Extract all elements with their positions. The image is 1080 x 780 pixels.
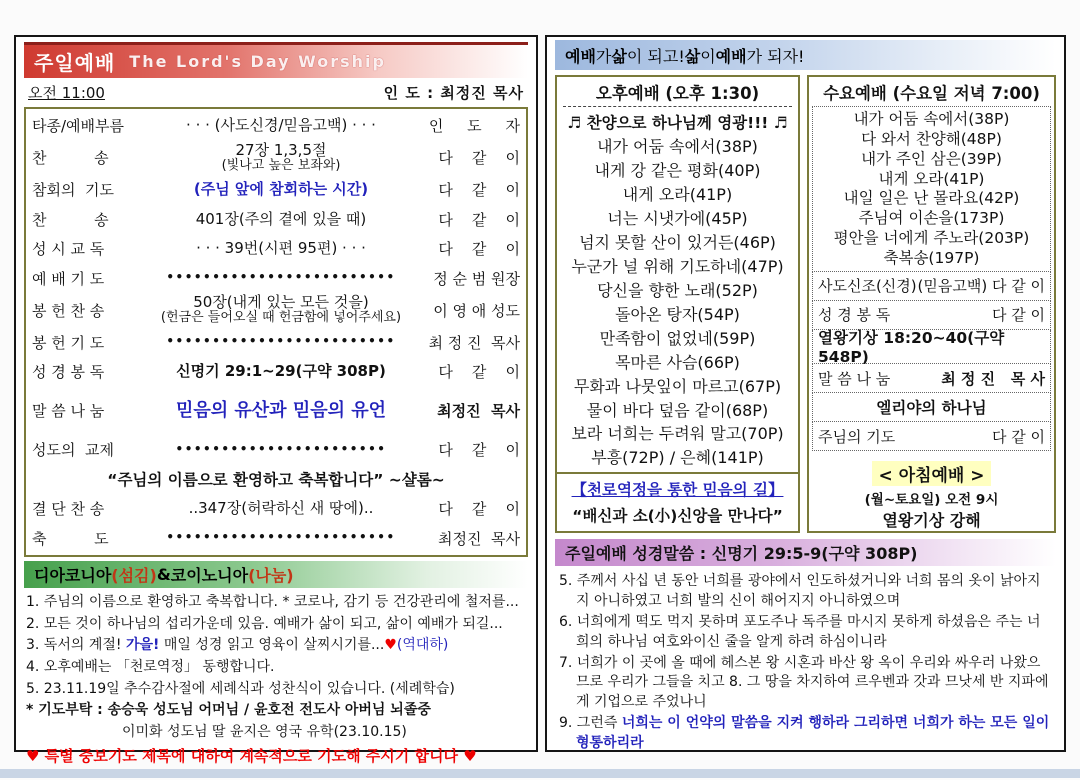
song-item: 다 와서 찬양해(48P) (861, 129, 1002, 148)
verse-9 (559, 714, 1052, 754)
motto-seg: 예배 (565, 46, 596, 66)
order-label: 성도의 교제 (32, 441, 114, 460)
row-by: (믿음고백) 다 같 이 (917, 277, 1045, 296)
order-row-prayer (32, 265, 520, 292)
welcome-text: “주님의 이름으로 환영하고 축복합니다” ~샬롬~ (107, 471, 445, 490)
song-item: 내게 오라(41P) (622, 185, 733, 205)
hymn-number: 27장 1,3,5절 (235, 140, 327, 159)
order-row-offering-prayer (32, 329, 520, 356)
order-by: 정 순 범 원장 (433, 269, 520, 288)
order-row-responsive-reading (32, 235, 520, 262)
welcome-line (32, 466, 520, 493)
sermon-title-row (812, 393, 1051, 422)
announcements (24, 588, 528, 768)
order-content: 401장(주의 곁에 있을 때) (195, 209, 367, 228)
row-label: 주님의 기도 (818, 427, 896, 446)
verse-9-emphasis: 너희는 이 언약의 말씀을 지켜 행하라 그리하면 너희가 하는 모든 일이 형통하리라 (576, 715, 1050, 751)
song-item: 평안을 너에게 주노라(203P) (833, 229, 1030, 248)
row-by: 다 같 이 (991, 427, 1045, 446)
diakonia-koinonia-banner (24, 561, 528, 588)
sermon-title-text: 엘리야의 하나님 (876, 399, 987, 417)
order-content (154, 294, 408, 326)
order-row-hymn2 (32, 206, 520, 233)
order-row-bell (32, 112, 520, 139)
song-item: 부흥(72P) / 은혜(141P) (591, 448, 764, 468)
order-label: 성 경 봉 독 (32, 363, 105, 382)
order-by: 최정진 목사 (438, 529, 520, 548)
koinonia-sub: (나눔) (248, 566, 294, 585)
order-row-commitment-hymn (32, 495, 520, 522)
announcement-2: 2. 모든 것이 하나님의 섭리가운데 있음. 예배가 삶이 되고, 삶이 예배가 되길... (26, 615, 503, 632)
motto-seg: 삶 (684, 46, 701, 66)
announcement-3-text: 3. 독서의 계절! (26, 637, 126, 654)
order-label: 타종/예배부름 (32, 117, 124, 135)
preacher-name: 최 정 진 목 사 (941, 369, 1045, 388)
prayer-request-line2: 이미화 성도님 딸 윤지은 영국 유학(23.10.15) (122, 724, 407, 741)
motto-seg: 삶 (611, 46, 627, 66)
prayer-request-line1: * 기도부탁 : 송승욱 성도님 어머님 / 윤호전 전도사 아버님 뇌졸중 (26, 702, 431, 719)
order-by: 최 정 진 목사 (428, 333, 520, 352)
dotted-leader: ••••••••••••••••••••••••• (166, 335, 396, 349)
song-item: 내가 주인 삼은(39P) (861, 149, 1002, 168)
row-label: 말 씀 나 눔 (818, 369, 891, 388)
scripture-banner-text: 주일예배 성경말씀 : 신명기 29:5-9(구약 308P) (565, 544, 918, 563)
bulletin-right-page (545, 35, 1066, 752)
scripture-reading-row (812, 301, 1051, 330)
praise-heading: ♬ 찬양으로 하나님께 영광!!! ♬ (567, 114, 788, 132)
song-item: 목마른 사슴(66P) (615, 352, 740, 372)
order-by: 다 같 이 (438, 240, 520, 259)
order-row-sermon (32, 388, 520, 434)
bottom-decorative-strip (0, 769, 1080, 778)
order-by: 인 도 자 (428, 117, 520, 135)
service-time: 오전 11:00 (28, 84, 105, 102)
afternoon-song-list (557, 133, 798, 472)
scripture-passage: 신명기 29:1~29(구약 308P) (176, 362, 386, 381)
order-label: 찬 송 (32, 149, 109, 168)
song-item: 물이 바다 덮음 같이(68P) (586, 400, 769, 420)
verse-9-prefix: 9. 그런즉 (559, 715, 622, 732)
motto-seg: 가 되자! (746, 46, 805, 66)
order-by: 다 같 이 (438, 500, 520, 519)
song-item: 무화과 나뭇잎이 마르고(67P) (573, 376, 782, 396)
song-item: 내가 어둠 속에서(38P) (853, 109, 1010, 128)
song-item: 너는 시냇가에(45P) (607, 209, 748, 229)
special-prayer-line: ♥ 특별 중보기도 제목에 대하여 계속적으로 기도해 주시기 합니다 ♥ (26, 746, 477, 765)
order-row-benediction (32, 525, 520, 552)
motto-seg: 이 되고! (626, 46, 685, 66)
song-item: 주님여 이손을(173P) (858, 209, 1005, 228)
dotted-leader: ••••••••••••••••••••••••• (166, 271, 396, 285)
morning-worship-block (809, 461, 1054, 531)
pilgrims-progress-title: 【천로역정을 통한 믿음의 길】 (571, 481, 784, 499)
order-row-fellowship (32, 436, 520, 463)
order-label: 예 배 기 도 (32, 269, 105, 288)
pilgrims-progress-subtitle: “배신과 소(小)신앙을 만나다” (572, 507, 783, 525)
order-row-offering-hymn (32, 294, 520, 326)
bulletin-left-page (14, 35, 538, 765)
order-label: 축 도 (32, 529, 109, 548)
order-row-hymn1 (32, 142, 520, 174)
order-label: 봉 헌 찬 송 (32, 301, 105, 320)
heart-icon: ♥ (384, 637, 397, 654)
koinonia-label: 코이노니아 (170, 566, 249, 585)
order-by: 다 같 이 (438, 210, 520, 229)
service-leader: 인 도 : 최정진 목사 (383, 84, 524, 102)
order-label: 결 단 찬 송 (32, 500, 105, 519)
motto-seg: 가 (595, 46, 612, 66)
row-label: 사도신조(신경) (818, 277, 917, 296)
order-content: ..347장(허락하신 새 땅에).. (188, 499, 374, 518)
song-item: 당신을 향한 노래(52P) (597, 280, 758, 300)
order-by: 이 영 애 성도 (433, 301, 520, 320)
creed-row (812, 272, 1051, 301)
motto-seg: 예배 (715, 46, 747, 66)
order-label: 성 시 교 독 (32, 240, 105, 259)
worship-order-table (24, 107, 528, 557)
verse-7-8: 7. 너희가 이 곳에 올 때에 헤스본 왕 시혼과 바산 왕 옥이 우리와 싸우러 나왔으므로 우리가 그들을 치고 8. 그 땅을 차지하여 르우벤과 갓과 므낫세 반 지파에게 기업으로 주었나니 (559, 654, 1049, 711)
announcement-1: 1. 주님의 이름으로 환영하고 축복합니다. * 코로나, 감기 등 건강관리에 철저를... (26, 594, 519, 610)
wednesday-title: 수요예배 (수요일 저녁 7:00) (823, 84, 1040, 103)
song-item: 내게 강 같은 평화(40P) (594, 161, 761, 181)
verse-5: 5. 주께서 사십 년 동안 너희를 광야에서 인도하셨거니와 너희 몸의 옷이 낡아지지 아니하였고 너희 발의 신이 해어지지 아니하였으며 (559, 573, 1041, 609)
wednesday-service-column (807, 75, 1056, 533)
song-item: 축복송(197P) (883, 249, 980, 268)
lords-prayer-row (812, 422, 1051, 451)
motto-banner (555, 40, 1056, 70)
row-by: 다 같 이 (991, 306, 1045, 325)
wednesday-song-list (812, 106, 1051, 272)
order-by: 다 같 이 (438, 149, 520, 168)
sunday-worship-banner (24, 42, 528, 78)
morning-worship-topic: 열왕기상 강해 (882, 511, 981, 530)
afternoon-title: 오후예배 (오후 1:30) (563, 77, 792, 107)
song-item: 내게 오라(41P) (878, 169, 985, 188)
hymn-title: (빛나고 높은 보좌와) (221, 157, 341, 173)
song-item: 돌아온 탕자(54P) (615, 304, 740, 324)
order-label: 참회의 기도 (32, 181, 114, 200)
order-content: · · · (사도신경/믿음고백) · · · (186, 115, 376, 134)
order-by: 다 같 이 (438, 363, 520, 382)
sermon-title: 믿음의 유산과 믿음의 유언 (175, 399, 387, 421)
sermon-row (812, 364, 1051, 393)
hymn-number: 50장(내게 있는 모든 것을) (193, 293, 369, 312)
song-item: 내가 어둠 속에서(38P) (597, 137, 758, 157)
banner-title-english: The Lord's Day Worship (129, 52, 386, 71)
passage-text: 열왕기상 18:20~40(구약 548P) (818, 329, 1005, 367)
song-item: 내일 일은 난 몰라요(42P) (843, 189, 1020, 208)
song-item: 보라 너희는 두려워 말고(70P) (571, 424, 784, 444)
order-label: 봉 헌 기 도 (32, 333, 105, 352)
morning-worship-title: < 아침예배 > (872, 461, 990, 486)
bible-ref: (역대하) (396, 637, 449, 654)
announcement-4: 4. 오후예배는 「천로역정」 동행합니다. (26, 659, 275, 676)
order-label: 찬 송 (32, 210, 109, 229)
order-by: 다 같 이 (438, 441, 520, 460)
motto-seg: 이 (700, 46, 716, 66)
announcement-5: 5. 23.11.19일 추수감사절에 세례식과 성찬식이 있습니다. (세례학습) (26, 680, 455, 697)
order-by: 다 같 이 (438, 181, 520, 200)
order-content: · · · 39번(시편 95편) · · · (196, 239, 366, 258)
order-by: 최정진 목사 (437, 402, 520, 421)
song-item: 만족함이 없었네(59P) (599, 328, 756, 348)
announcement-3-text2: 매일 성경 읽고 영육이 살찌시기를... (159, 637, 385, 654)
offering-note: (헌금은 들어오실 때 헌금함에 넣어주세요) (160, 310, 402, 326)
pilgrims-progress-section (557, 472, 798, 531)
song-item: 넘지 못할 산이 있거든(46P) (579, 233, 776, 253)
order-content: (주님 앞에 참회하는 시간) (193, 180, 369, 199)
dotted-leader: ••••••••••••••••••••••••• (166, 531, 396, 545)
order-row-repentance (32, 176, 520, 203)
scripture-text (555, 566, 1056, 754)
ampersand: & (156, 565, 171, 584)
row-label: 성 경 봉 독 (818, 306, 891, 325)
song-item: 누군가 널 위해 기도하네(47P) (571, 256, 784, 276)
order-label: 말 씀 나 눔 (32, 402, 105, 421)
verse-6: 6. 너희에게 떡도 먹지 못하며 포도주나 독주를 마시지 못하게 하셨음은 주는 너희의 하나님 여호와이신 줄을 알게 하려 하심이니라 (559, 613, 1041, 650)
service-subheader (24, 78, 528, 105)
dotted-leader: ••••••••••••••••••••••• (175, 442, 387, 456)
afternoon-service-column (555, 75, 800, 533)
order-content (154, 142, 408, 174)
passage-row (812, 329, 1051, 367)
morning-worship-schedule: (월~토요일) 오전 9시 (864, 492, 999, 508)
banner-title-korean: 주일예배 (34, 51, 116, 75)
announcement-3 (26, 635, 526, 657)
service-columns (555, 75, 1056, 533)
diakonia-label: 디아코니아 (34, 566, 112, 585)
autumn-highlight: 가을! (125, 637, 160, 654)
diakonia-sub: (섬김) (111, 566, 157, 585)
scripture-banner (555, 539, 1056, 566)
order-row-scripture-reading (32, 358, 520, 385)
